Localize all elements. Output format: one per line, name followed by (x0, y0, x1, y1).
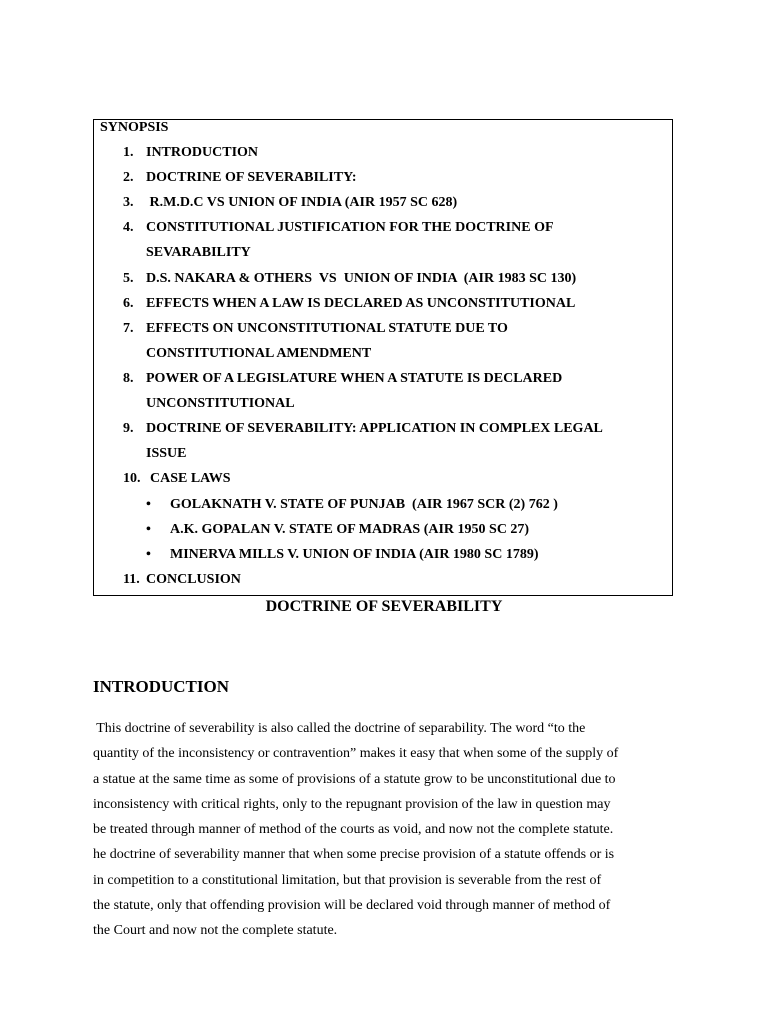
introduction-paragraph (93, 716, 679, 944)
bullet-icon: • (146, 522, 151, 537)
paragraph-line: quantity of the inconsistency or contravention” makes it easy that when some of the supply of (93, 746, 619, 762)
toc-label: DOCTRINE OF SEVERABILITY: (146, 170, 357, 185)
synopsis-box (93, 119, 673, 596)
toc-number: 3. (123, 195, 134, 210)
toc-label: EFFECTS WHEN A LAW IS DECLARED AS UNCONSTITUTIONAL (146, 296, 576, 311)
paragraph-line: a statue at the same time as some of provisions of a statute grow to be unconstitutional due to (93, 771, 616, 787)
toc-number: 1. (123, 145, 134, 160)
paragraph-line: the Court and now not the complete statute. (93, 923, 338, 939)
toc-label: EFFECTS ON UNCONSTITUTIONAL STATUTE DUE TO (146, 321, 508, 336)
toc-label: CONSTITUTIONAL JUSTIFICATION FOR THE DOCTRINE OF (146, 220, 554, 235)
paragraph-line: he doctrine of severability manner that when some precise provision of a statute offends or is (93, 847, 615, 863)
synopsis-heading: SYNOPSIS (100, 120, 169, 135)
document-title: DOCTRINE OF SEVERABILITY (265, 598, 503, 615)
toc-label: DOCTRINE OF SEVERABILITY: APPLICATION IN COMPLEX LEGAL (146, 421, 603, 436)
toc-label: INTRODUCTION (146, 145, 259, 160)
toc-number: 7. (123, 321, 134, 336)
paragraph-line: be treated through manner of method of the courts as void, and now not the complete statute. (93, 822, 614, 838)
toc-label: D.S. NAKARA & OTHERS VS UNION OF INDIA (AIR 1983 SC 130) (146, 271, 577, 286)
paragraph-line: inconsistency with critical rights, only to the repugnant provision of the law in question may (93, 796, 611, 812)
toc-label: POWER OF A LEGISLATURE WHEN A STATUTE IS DECLARED (146, 371, 563, 386)
toc-number: 6. (123, 296, 134, 311)
toc-number: 10. (123, 471, 141, 486)
toc-label: CASE LAWS (150, 471, 231, 486)
paragraph-line: This doctrine of severability is also called the doctrine of separability. The word “to the (93, 721, 586, 736)
case-law-label: MINERVA MILLS V. UNION OF INDIA (AIR 1980 SC 1789) (170, 547, 539, 562)
section-heading-introduction: INTRODUCTION (93, 677, 230, 696)
bullet-icon: • (146, 547, 151, 562)
paragraph-line: the statute, only that offending provision will be declared void through manner of method of (93, 898, 611, 914)
toc-label-continued: UNCONSTITUTIONAL (146, 396, 295, 411)
toc-number: 2. (123, 170, 134, 185)
toc-number: 4. (123, 220, 134, 235)
toc-number: 8. (123, 371, 134, 386)
toc-label: R.M.D.C VS UNION OF INDIA (AIR 1957 SC 628) (146, 195, 458, 210)
toc-number: 5. (123, 271, 134, 286)
toc-label-continued: CONSTITUTIONAL AMENDMENT (146, 346, 372, 361)
toc-number: 9. (123, 421, 134, 436)
case-law-label: GOLAKNATH V. STATE OF PUNJAB (AIR 1967 SCR (2) 762 ) (170, 497, 558, 512)
toc-label-continued: SEVARABILITY (146, 245, 251, 260)
bullet-icon: • (146, 497, 151, 512)
toc-label: CONCLUSION (146, 572, 241, 587)
case-law-label: A.K. GOPALAN V. STATE OF MADRAS (AIR 1950 SC 27) (170, 522, 530, 537)
toc-number: 11. (123, 572, 140, 587)
toc-label-continued: ISSUE (146, 446, 187, 461)
paragraph-line: in competition to a constitutional limitation, but that provision is severable from the rest of (93, 872, 602, 888)
